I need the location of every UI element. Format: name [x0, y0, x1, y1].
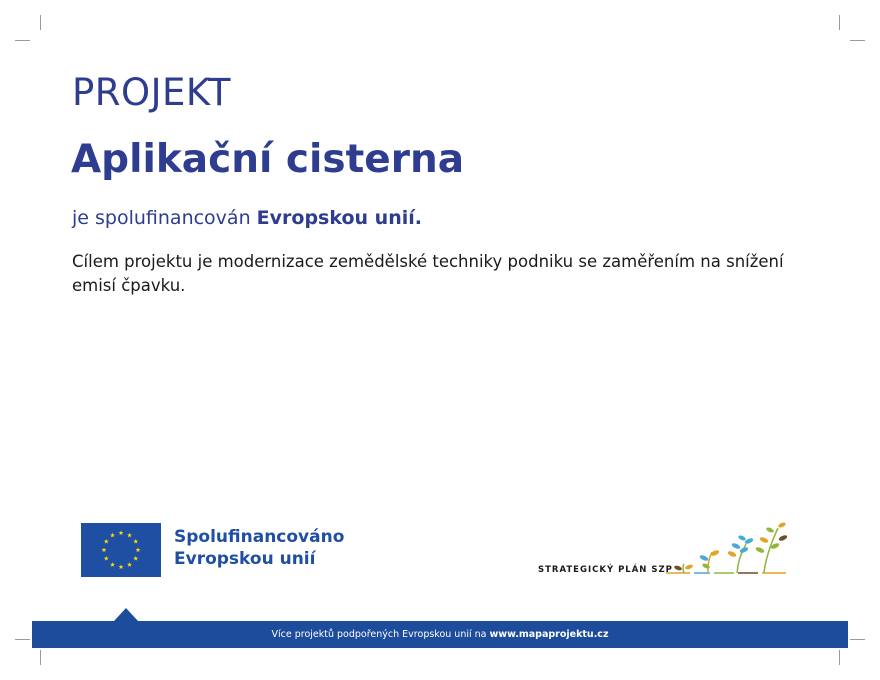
eu-star: [102, 547, 107, 552]
footer-bar: [32, 621, 848, 648]
eu-flag-icon: [81, 523, 161, 577]
footer-text-prefix: Více projektů podpořených Evropskou unií na: [271, 629, 490, 640]
crop-mark-bottom-right-v: [839, 650, 840, 665]
szp-logo-text: STRATEGICKÝ PLÁN SZP: [538, 565, 673, 575]
project-label: PROJEKT: [72, 71, 231, 114]
footer-text: [32, 621, 848, 648]
crop-mark-top-left-h: [15, 40, 30, 41]
cofinancing-statement: [72, 207, 422, 230]
crop-mark-top-right-h: [850, 40, 865, 41]
eu-logo-line1: Spolufinancováno: [174, 527, 345, 547]
crop-mark-bottom-left-v: [40, 650, 41, 665]
cofinancing-emphasis: Evropskou unií.: [256, 207, 422, 229]
crop-mark-top-right-v: [839, 15, 840, 30]
project-title: Aplikační cisterna: [71, 137, 465, 182]
eu-star: [110, 562, 115, 567]
eu-logo-line2: Evropskou unií: [174, 549, 316, 569]
crop-mark-top-left-v: [40, 15, 41, 30]
eu-star: [119, 530, 124, 535]
crop-mark-bottom-left-h: [15, 639, 30, 640]
project-description: Cílem projektu je modernizace zemědělské techniky podniku se zaměřením na snížení emisí čpavku.: [72, 252, 784, 295]
eu-star: [104, 556, 109, 561]
eu-star: [119, 564, 124, 569]
cofinancing-prefix: je spolufinancován: [72, 207, 257, 229]
footer-notch: [114, 608, 138, 621]
eu-star: [133, 556, 138, 561]
eu-star: [133, 539, 138, 544]
eu-star: [104, 539, 109, 544]
eu-star: [127, 533, 132, 538]
plant-sprouts-icon: [662, 520, 792, 578]
eu-star: [136, 547, 141, 552]
crop-mark-bottom-right-h: [850, 639, 865, 640]
eu-logo-text: [174, 526, 344, 570]
eu-star: [127, 562, 132, 567]
footer-link[interactable]: www.mapaprojektu.cz: [489, 629, 609, 640]
eu-star: [110, 533, 115, 538]
